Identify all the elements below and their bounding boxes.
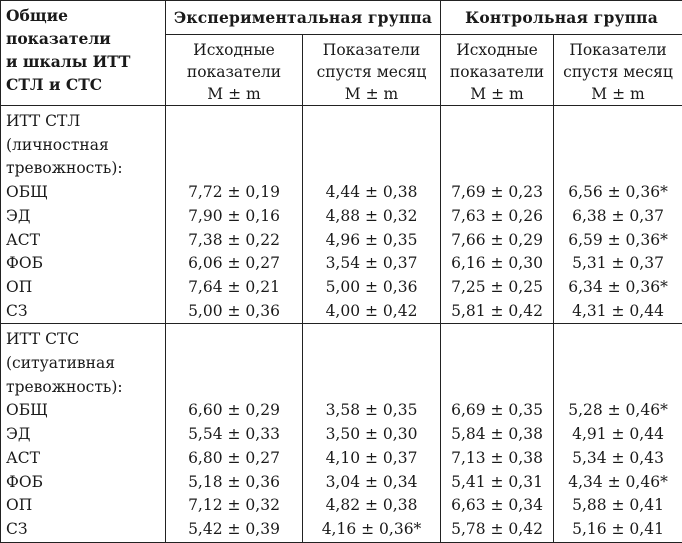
value-cell: 4,00 ± 0,42 xyxy=(303,300,440,324)
sub-header-line: M ± m xyxy=(166,83,302,105)
value-cell: 5,88 ± 0,41 xyxy=(554,494,682,518)
value-cell: 7,69 ± 0,23 xyxy=(441,181,553,205)
section-sts xyxy=(1,324,682,542)
value-cell: 6,69 ± 0,35 xyxy=(441,399,553,423)
section-title-line: тревожность): xyxy=(6,157,165,181)
value-cell: 5,84 ± 0,38 xyxy=(441,423,553,447)
value-cell: 5,34 ± 0,43 xyxy=(554,447,682,471)
value-cell: 5,41 ± 0,31 xyxy=(441,471,553,495)
value-cell: 5,42 ± 0,39 xyxy=(166,518,302,542)
value-cell: 7,63 ± 0,26 xyxy=(441,205,553,229)
sub-header-line: M ± m xyxy=(441,83,553,105)
value-cell: 4,10 ± 0,37 xyxy=(303,447,440,471)
value-cell: 5,81 ± 0,42 xyxy=(441,300,553,324)
value-cell: 6,59 ± 0,36* xyxy=(554,229,682,253)
ctrl-after-header xyxy=(554,35,682,106)
section-title-line: (ситуативная xyxy=(6,352,165,376)
value-cell: 5,31 ± 0,37 xyxy=(554,252,682,276)
value-cell: 6,16 ± 0,30 xyxy=(441,252,553,276)
section-title-line: (личностная xyxy=(6,134,165,158)
value-cell: 6,06 ± 0,27 xyxy=(166,252,302,276)
section-title-line: тревожность): xyxy=(6,376,165,400)
exp-baseline-values xyxy=(166,324,303,542)
value-cell: 4,34 ± 0,46* xyxy=(554,471,682,495)
row-label: ОП xyxy=(6,276,165,300)
value-cell: 5,18 ± 0,36 xyxy=(166,471,302,495)
sub-header-line: M ± m xyxy=(554,83,682,105)
row-label: ОП xyxy=(6,494,165,518)
sub-header-line: Исходные xyxy=(441,39,553,61)
exp-after-values xyxy=(303,106,441,324)
value-cell: 5,00 ± 0,36 xyxy=(166,300,302,324)
value-cell: 5,54 ± 0,33 xyxy=(166,423,302,447)
value-cell: 4,96 ± 0,35 xyxy=(303,229,440,253)
value-cell: 7,90 ± 0,16 xyxy=(166,205,302,229)
ctrl-baseline-header xyxy=(441,35,554,106)
section-labels xyxy=(1,106,166,324)
value-cell: 3,54 ± 0,37 xyxy=(303,252,440,276)
section-stl xyxy=(1,106,682,324)
value-cell: 4,44 ± 0,38 xyxy=(303,181,440,205)
value-cell: 7,66 ± 0,29 xyxy=(441,229,553,253)
ctrl-baseline-values xyxy=(441,324,554,542)
corner-line: показатели xyxy=(6,27,165,50)
sub-header-line: показатели xyxy=(166,61,302,83)
value-cell: 6,34 ± 0,36* xyxy=(554,276,682,300)
row-label: ФОБ xyxy=(6,252,165,276)
row-label: АСТ xyxy=(6,447,165,471)
corner-header xyxy=(1,1,166,106)
value-cell: 6,60 ± 0,29 xyxy=(166,399,302,423)
section-labels xyxy=(1,324,166,542)
row-label: ФОБ xyxy=(6,471,165,495)
sub-header-line: спустя месяц xyxy=(303,61,440,83)
value-cell: 4,31 ± 0,44 xyxy=(554,300,682,324)
row-label: СЗ xyxy=(6,300,165,324)
exp-after-values xyxy=(303,324,441,542)
value-cell: 5,00 ± 0,36 xyxy=(303,276,440,300)
exp-baseline-values xyxy=(166,106,303,324)
ctrl-after-values xyxy=(554,106,682,324)
row-label: СЗ xyxy=(6,518,165,542)
value-cell: 3,58 ± 0,35 xyxy=(303,399,440,423)
experimental-group-header: Экспериментальная группа xyxy=(166,1,441,35)
value-cell: 7,25 ± 0,25 xyxy=(441,276,553,300)
section-title-line: ИТТ СТЛ xyxy=(6,110,165,134)
sub-header-line: показатели xyxy=(441,61,553,83)
control-group-header: Контрольная группа xyxy=(441,1,682,35)
value-cell: 7,12 ± 0,32 xyxy=(166,494,302,518)
sub-header-line: Показатели xyxy=(554,39,682,61)
sub-header-line: Исходные xyxy=(166,39,302,61)
section-title-line: ИТТ СТС xyxy=(6,328,165,352)
sub-header-line: спустя месяц xyxy=(554,61,682,83)
value-cell: 6,63 ± 0,34 xyxy=(441,494,553,518)
sub-header-line: Показатели xyxy=(303,39,440,61)
value-cell: 5,16 ± 0,41 xyxy=(554,518,682,542)
row-label: АСТ xyxy=(6,229,165,253)
row-label: ЭД xyxy=(6,423,165,447)
ctrl-after-values xyxy=(554,324,682,542)
value-cell: 3,04 ± 0,34 xyxy=(303,471,440,495)
corner-line: СТЛ и СТС xyxy=(6,73,165,96)
row-label: ЭД xyxy=(6,205,165,229)
value-cell: 6,80 ± 0,27 xyxy=(166,447,302,471)
value-cell: 4,82 ± 0,38 xyxy=(303,494,440,518)
value-cell: 4,91 ± 0,44 xyxy=(554,423,682,447)
value-cell: 6,56 ± 0,36* xyxy=(554,181,682,205)
exp-after-header xyxy=(303,35,441,106)
ctrl-baseline-values xyxy=(441,106,554,324)
sub-header-line: M ± m xyxy=(303,83,440,105)
corner-line: и шкалы ИТТ xyxy=(6,50,165,73)
value-cell: 6,38 ± 0,37 xyxy=(554,205,682,229)
value-cell: 7,64 ± 0,21 xyxy=(166,276,302,300)
corner-line: Общие xyxy=(6,4,165,27)
value-cell: 5,28 ± 0,46* xyxy=(554,399,682,423)
exp-baseline-header xyxy=(166,35,303,106)
value-cell: 7,13 ± 0,38 xyxy=(441,447,553,471)
value-cell: 4,88 ± 0,32 xyxy=(303,205,440,229)
row-label: ОБЩ xyxy=(6,181,165,205)
value-cell: 3,50 ± 0,30 xyxy=(303,423,440,447)
value-cell: 5,78 ± 0,42 xyxy=(441,518,553,542)
value-cell: 7,72 ± 0,19 xyxy=(166,181,302,205)
value-cell: 7,38 ± 0,22 xyxy=(166,229,302,253)
row-label: ОБЩ xyxy=(6,399,165,423)
value-cell: 4,16 ± 0,36* xyxy=(303,518,440,542)
